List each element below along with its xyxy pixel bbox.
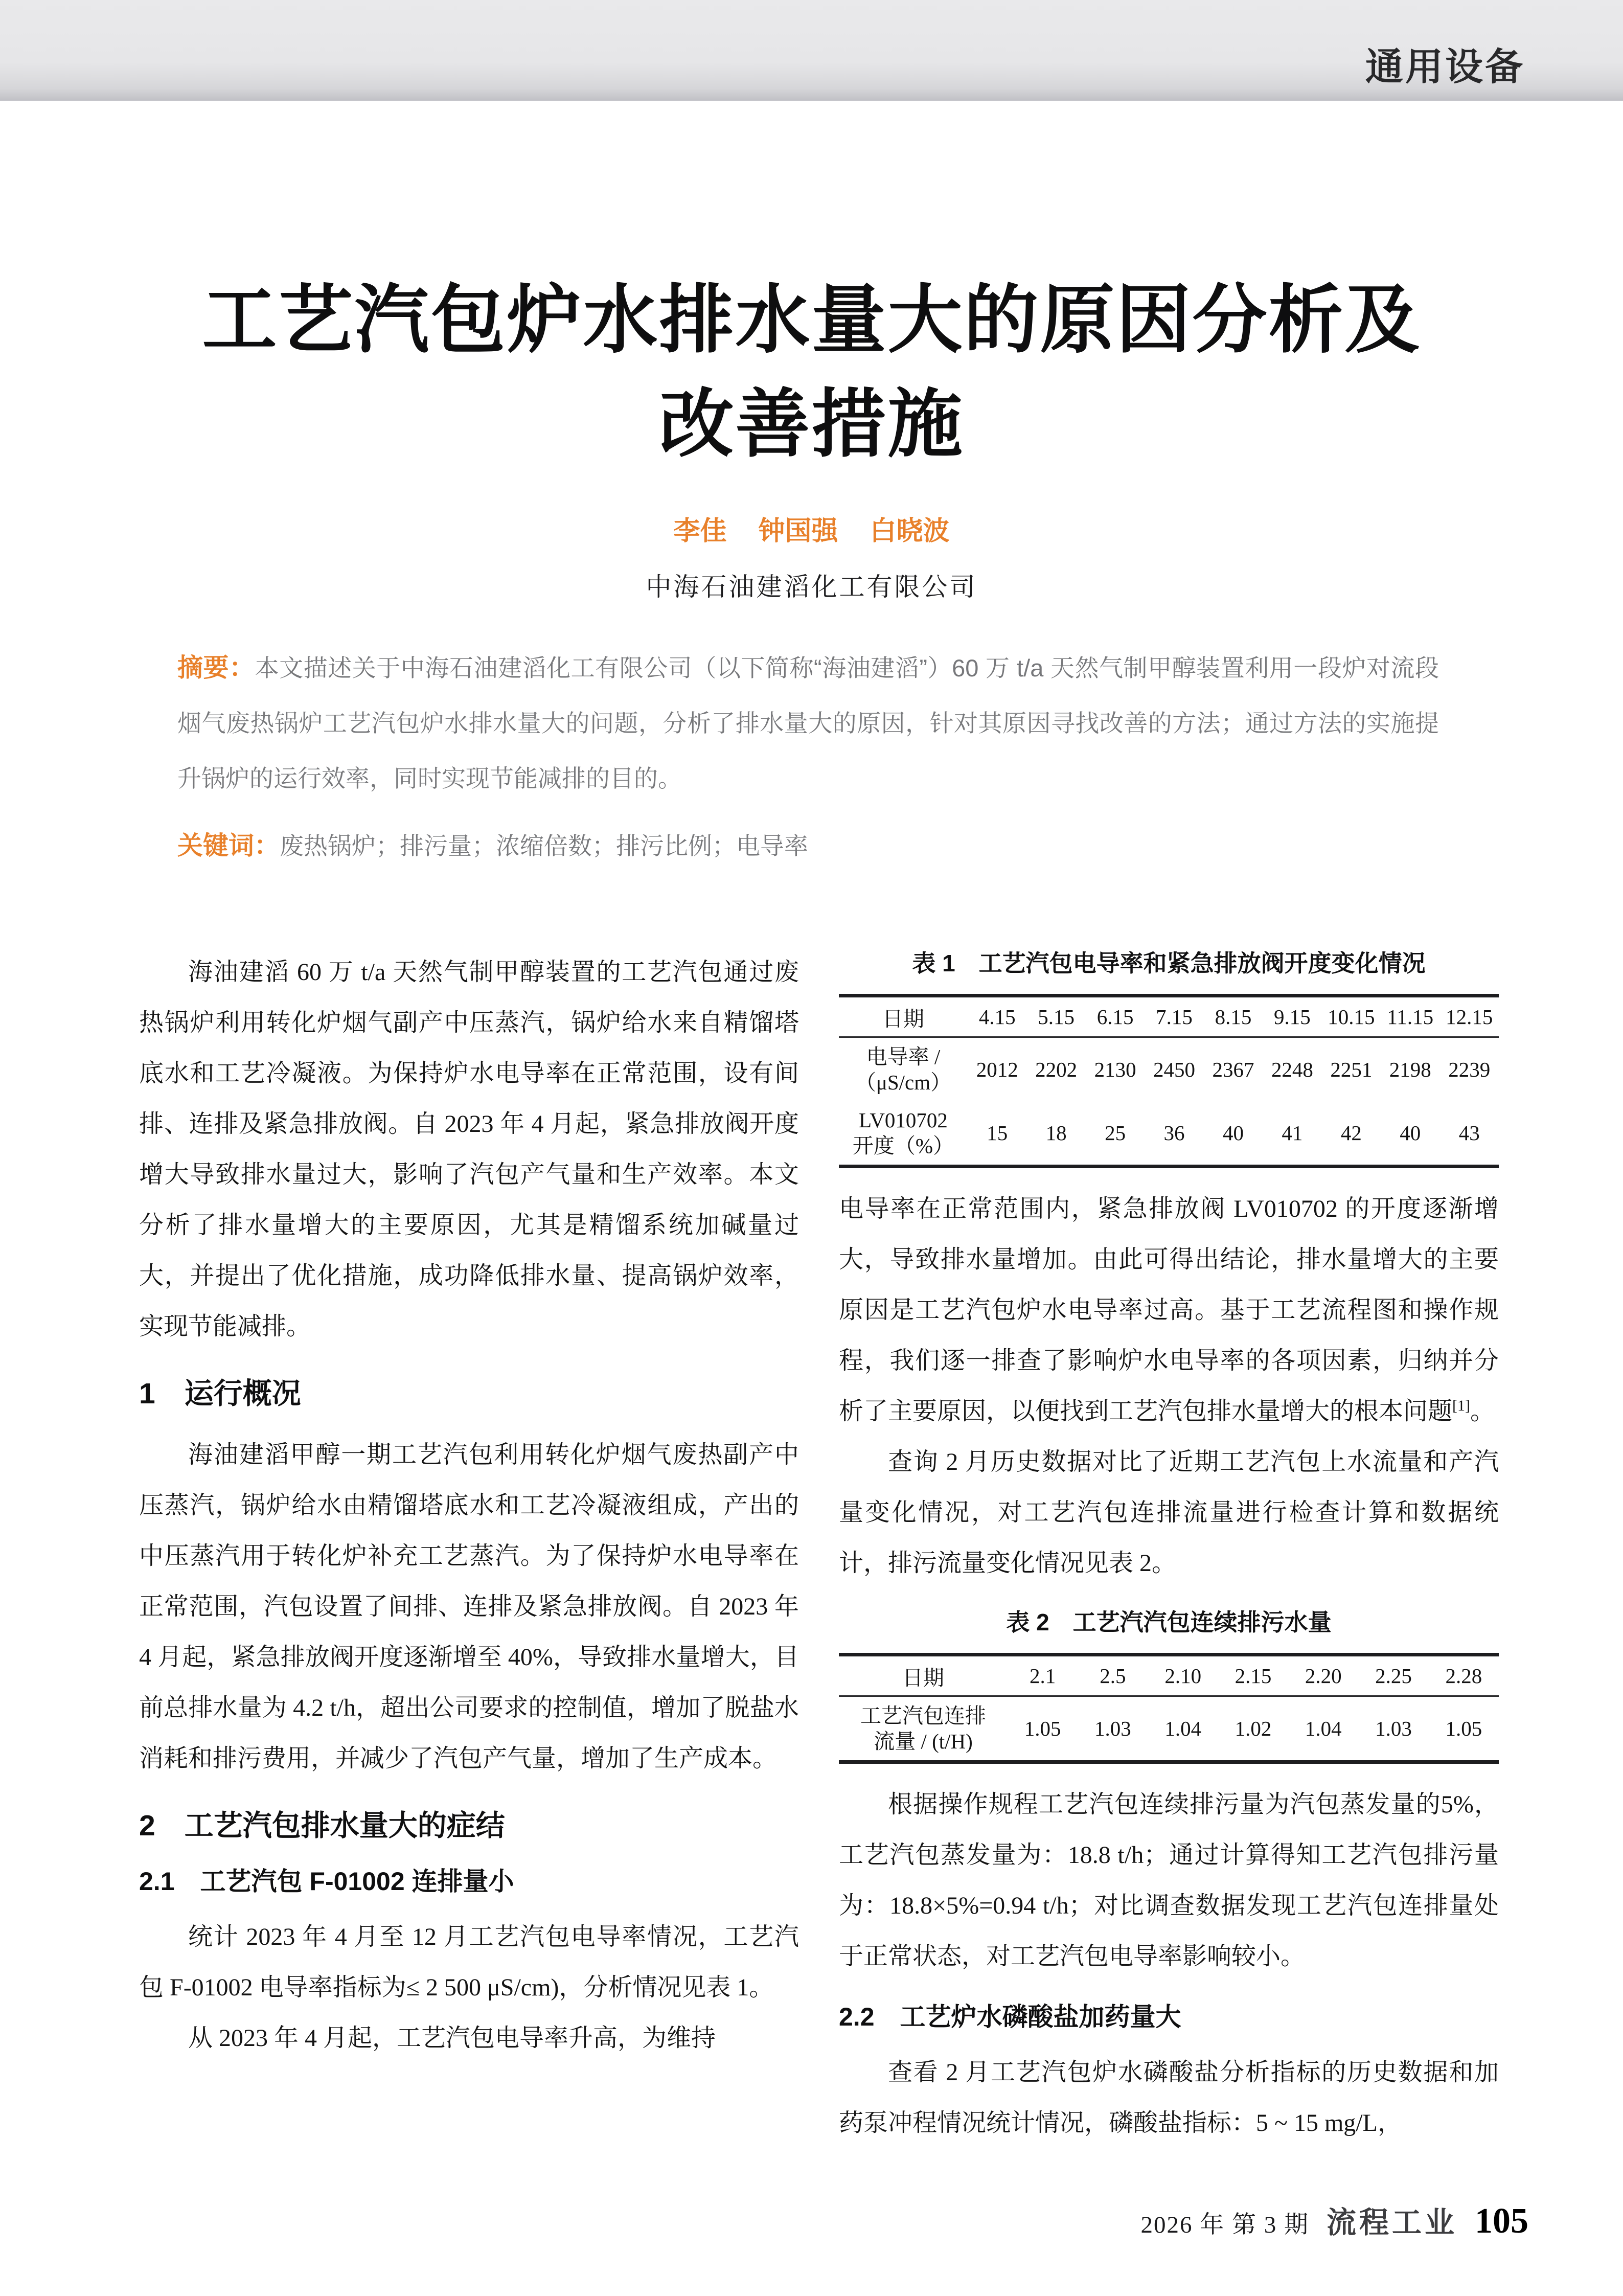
section-category-label: 通用设备 — [1365, 46, 1525, 88]
author-name: 白晓波 — [870, 516, 950, 546]
table-cell: 2367 — [1212, 1058, 1254, 1081]
table-cell: 1.05 — [1445, 1717, 1482, 1740]
paragraph: 根据操作规程工艺汽包连续排污量为汽包蒸发量的5%，工艺汽包蒸发量为：18.8 t/h；通过计算得知工艺汽包排污量为：18.8×5%=0.94 t/h；对比调查数据发现工艺汽包连排量处于正常状态，对工艺汽包电导率影响较小。 — [839, 1791, 1499, 1970]
right-column — [839, 947, 1499, 2148]
table-cell: 1.02 — [1235, 1717, 1272, 1740]
table-row — [839, 1696, 1499, 1762]
table-row-label — [839, 1101, 968, 1167]
table-cell: 2239 — [1448, 1058, 1491, 1081]
header-band — [0, 0, 1623, 101]
table-cell: 2.28 — [1429, 1655, 1499, 1696]
keywords-text: 废热锅炉；排污量；浓缩倍数；排污比例；电导率 — [280, 832, 808, 859]
table-cell: 6.15 — [1086, 996, 1145, 1037]
table-cell: 10.15 — [1322, 996, 1381, 1037]
table-cell: 5.15 — [1026, 996, 1085, 1037]
paragraph: 查询 2 月历史数据对比了近期工艺汽包上水流量和产汽量变化情况，对工艺汽包连排流量进行检查计算和数据统计，排污流量变化情况见表 2。 — [839, 1448, 1499, 1577]
table-cell: 43 — [1458, 1121, 1480, 1145]
paragraph: 查看 2 月工艺汽包炉水磷酸盐分析指标的历史数据和加药泵冲程情况统计情况，磷酸盐指标：5 ~ 15 mg/L， — [839, 2059, 1499, 2136]
table-cell: 41 — [1282, 1121, 1303, 1145]
table-cell: 1.04 — [1305, 1717, 1342, 1740]
table-cell: 2.10 — [1148, 1655, 1218, 1696]
section-heading-2-2: 2.2 工艺炉水磷酸盐加药量大 — [839, 2003, 1181, 2031]
table-row-label — [839, 1696, 1008, 1762]
table-cell: 11.15 — [1381, 996, 1439, 1037]
paragraph-text: 电导率在正常范围内，紧急排放阀 LV010702 的开度逐渐增大，导致排水量增加。由此可得出结论，排水量增大的主要原因是工艺汽包炉水电导率过高。基于工艺流程图和操作规程，我们逐一排查了影响炉水电导率的各项因素，归纳并分析了主要原因，以便找到工艺汽包排水量增大的根本问题 — [839, 1195, 1499, 1425]
table-cell: 2130 — [1094, 1058, 1136, 1081]
footer-page-number: 105 — [1475, 2201, 1528, 2241]
article-title-line2: 改善措施 — [659, 382, 964, 466]
keywords-block — [177, 818, 1439, 874]
table-row-label: 日期 — [839, 996, 968, 1037]
paragraph: 海油建滔 60 万 t/a 天然气制甲醇装置的工艺汽包通过废热锅炉利用转化炉烟气副产中压蒸汽，锅炉给水来自精馏塔底水和工艺冷凝液。为保持炉水电导率在正常范围，设有间排、连排及紧急排放阀。自 2023 年 4 月起，紧急排放阀开度增大导致排水量过大，影响了汽包产气量和生产效率。本文分析了排水量增大的主要原因，尤其是精馏系统加碱量过大，并提出了优化措施，成功降低排水量、提高锅炉效率，实现节能减排。 — [139, 959, 799, 1340]
table-cell: 1.04 — [1164, 1717, 1202, 1740]
table-cell: 2.1 — [1008, 1655, 1078, 1696]
table-cell: 36 — [1163, 1121, 1185, 1145]
table-cell: 1.03 — [1375, 1717, 1412, 1740]
table-cell: 2248 — [1271, 1058, 1313, 1081]
label-line: 流量 / (t/H) — [874, 1730, 973, 1753]
section-heading-2-1: 2.1 工艺汽包 F-01002 连排量小 — [139, 1867, 514, 1896]
abstract-label: 摘要： — [177, 653, 255, 682]
section-heading-1: 1 运行概况 — [139, 1377, 301, 1410]
label-line: 电导率 / — [866, 1045, 941, 1069]
table1-caption: 表 1 工艺汽包电导率和紧急排放阀开度变化情况 — [912, 950, 1426, 976]
table-row-label: 日期 — [839, 1655, 1008, 1696]
table-cell: 18 — [1045, 1121, 1067, 1145]
paragraph-text: 。 — [1470, 1398, 1495, 1425]
section-heading-2: 2 工艺汽包排水量大的症结 — [139, 1809, 505, 1842]
table-cell: 2.25 — [1358, 1655, 1428, 1696]
left-column — [139, 947, 799, 2148]
label-line: 工艺汽包连排 — [860, 1704, 986, 1727]
table-cell: 2012 — [976, 1058, 1018, 1081]
paragraph: 从 2023 年 4 月起，工艺汽包电导率升高，为维持 — [188, 2025, 716, 2052]
table2 — [839, 1653, 1499, 1764]
table-cell: 12.15 — [1440, 996, 1499, 1037]
table-cell: 2.5 — [1078, 1655, 1148, 1696]
label-line: 开度（%） — [852, 1134, 954, 1157]
table-row — [839, 1101, 1499, 1167]
table-cell: 2251 — [1330, 1058, 1373, 1081]
article-title — [77, 268, 1546, 476]
body-columns — [139, 947, 1499, 2148]
affiliation: 中海石油建滔化工有限公司 — [646, 573, 977, 601]
citation-ref: [1] — [1452, 1397, 1470, 1414]
keywords-label: 关键词： — [177, 831, 280, 860]
table1 — [839, 994, 1499, 1168]
table-cell: 8.15 — [1204, 996, 1263, 1037]
footer-journal-name: 流程工业 — [1326, 2206, 1457, 2239]
table-cell: 7.15 — [1145, 996, 1203, 1037]
table-cell: 40 — [1400, 1121, 1421, 1145]
authors-line — [0, 515, 1623, 547]
table-cell: 2202 — [1035, 1058, 1078, 1081]
table-cell: 2.15 — [1218, 1655, 1288, 1696]
paragraph: 统计 2023 年 4 月至 12 月工艺汽包电导率情况，工艺汽包 F-01002 电导率指标为≤ 2 500 μS/cm)，分析情况见表 1。 — [139, 1923, 799, 2001]
abstract-block — [177, 640, 1439, 806]
author-name: 钟国强 — [758, 516, 838, 546]
abstract-text: 本文描述关于中海石油建滔化工有限公司（以下简称“海油建滔”）60 万 t/a 天然气制甲醇装置利用一段炉对流段烟气废热锅炉工艺汽包炉水排水量大的问题，分析了排水量大的原因，针对其原因寻找改善的方法；通过方法的实施提升锅炉的运行效率，同时实现节能减排的目的。 — [177, 654, 1439, 792]
author-name: 李佳 — [673, 516, 727, 546]
table-row — [839, 996, 1499, 1037]
table-cell: 25 — [1105, 1121, 1126, 1145]
table-cell: 9.15 — [1263, 996, 1321, 1037]
footer-issue: 2026 年 第 3 期 — [1140, 2212, 1309, 2238]
article-title-line1: 工艺汽包炉水排水量大的原因分析及 — [202, 278, 1421, 361]
table-cell: 2.20 — [1288, 1655, 1358, 1696]
table-row-label — [839, 1037, 968, 1102]
table-row — [839, 1655, 1499, 1696]
table-row — [839, 1037, 1499, 1102]
paragraph: 海油建滔甲醇一期工艺汽包利用转化炉烟气废热副产中压蒸汽，锅炉给水由精馏塔底水和工艺冷凝液组成，产出的中压蒸汽用于转化炉补充工艺蒸汽。为了保持炉水电导率在正常范围，汽包设置了间排、连排及紧急排放阀。自 2023 年 4 月起，紧急排放阀开度逐渐增至 40%，导致排水量增大，目前总排水量为 4.2 t/h，超出公司要求的控制值，增加了脱盐水消耗和排污费用，并减少了汽包产气量，增加了生产成本。 — [139, 1441, 799, 1772]
table-cell: 40 — [1222, 1121, 1244, 1145]
table2-caption: 表 2 工艺汽汽包连续排污水量 — [1006, 1609, 1332, 1635]
table-cell: 1.05 — [1024, 1717, 1061, 1740]
table-cell: 4.15 — [968, 996, 1026, 1037]
label-line: （μS/cm） — [855, 1071, 952, 1094]
table-cell: 1.03 — [1094, 1717, 1131, 1740]
label-line: LV010702 — [859, 1108, 948, 1132]
paragraph — [839, 1184, 1499, 1437]
page-footer — [1140, 2198, 1528, 2242]
table-cell: 2450 — [1153, 1058, 1196, 1081]
table-cell: 2198 — [1389, 1058, 1431, 1081]
table-cell: 15 — [987, 1121, 1008, 1145]
table-cell: 42 — [1340, 1121, 1362, 1145]
